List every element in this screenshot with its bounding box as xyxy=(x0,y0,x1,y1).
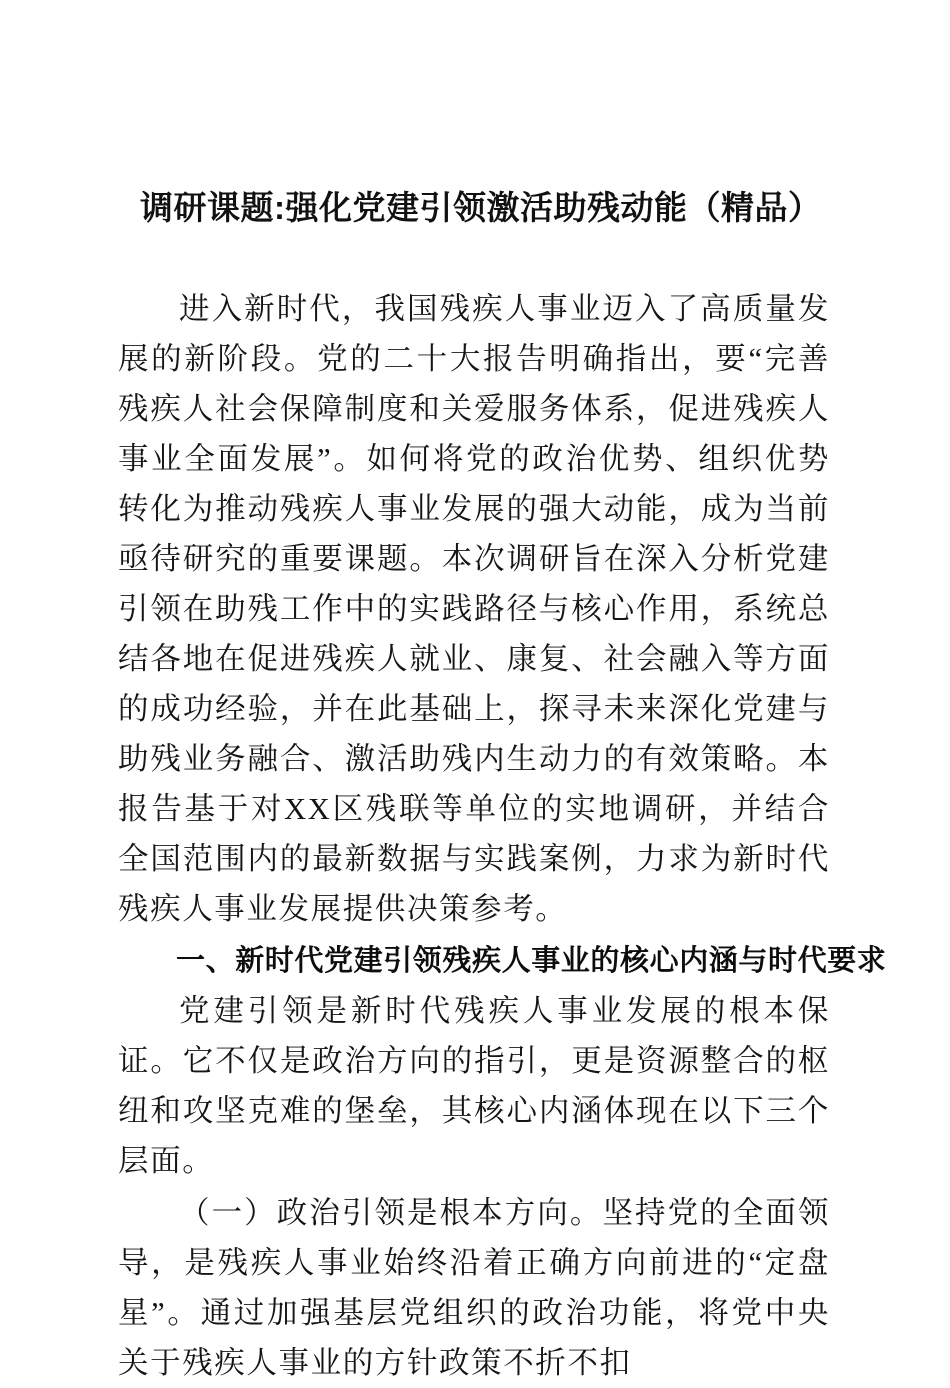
section-1-lead-paragraph: 党建引领是新时代残疾人事业发展的根本保证。它不仅是政治方向的指引，更是资源整合的枢纽和攻坚克难的堡垒，其核心内涵体现在以下三个层面。 xyxy=(118,994,830,1178)
page-title: 调研课题:强化党建引领激活助残动能（精品） xyxy=(140,189,822,226)
intro-paragraph: 进入新时代，我国残疾人事业迈入了高质量发展的新阶段。党的二十大报告明确指出，要“完善残疾人社会保障制度和关爱服务体系，促进残疾人事业全面发展”。如何将党的政治优势、组织优势转化为推动残疾人事业发展的强大动能，成为当前亟待研究的重要课题。本次调研旨在深入分析党建引领在助残工作中的实践路径与核心作用，系统总结各地在促进残疾人就业、康复、社会融入等方面的成功经验，并在此基础上，探寻未来深化党建与助残业务融合、激活助残内生动力的有效策略。本报告基于对XX区残联等单位的实地调研，并结合全国范围内的最新数据与实践案例，力求为新时代残疾人事业发展提供决策参考。 xyxy=(118,292,830,926)
document-content xyxy=(118,186,887,1388)
section-heading-1: 一、新时代党建引领残疾人事业的核心内涵与时代要求 xyxy=(176,945,887,977)
title-spacer xyxy=(118,230,830,284)
subsection-1-1-paragraph: （一）政治引领是根本方向。坚持党的全面领导，是残疾人事业始终沿着正确方向前进的“定盘星”。通过加强基层党组织的政治功能，将党中央关于残疾人事业的方针政策不折不扣 xyxy=(118,1196,830,1380)
